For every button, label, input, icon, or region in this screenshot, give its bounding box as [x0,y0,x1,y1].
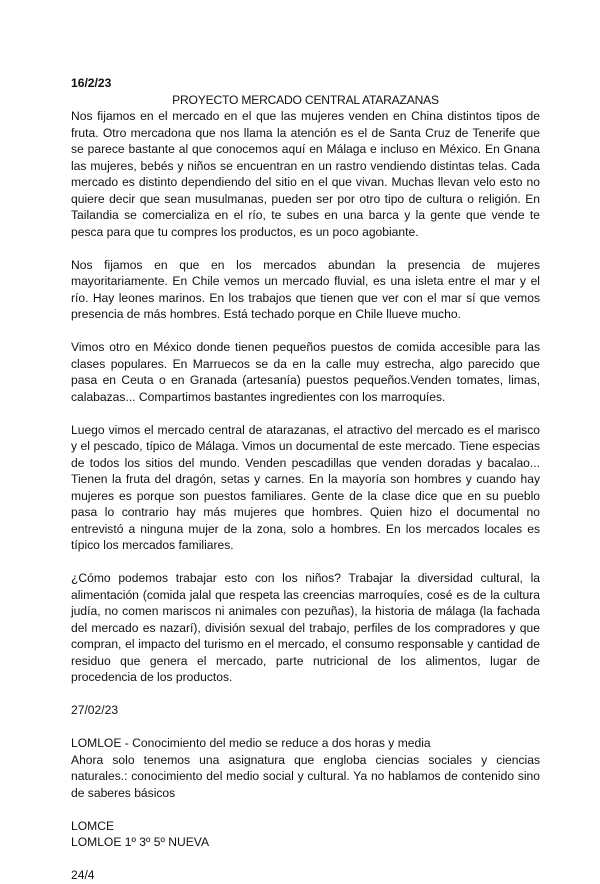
spacer [71,405,540,422]
lomloe-levels: LOMLOE 1º 3º 5º NUEVA [71,835,210,849]
date-heading-16-2-23: 16/2/23 [71,76,112,90]
date-heading-24-4: 24/4 [71,868,95,882]
spacer [71,719,540,736]
lomce-label: LOMCE [71,818,115,833]
paragraph-mexico-morocco: Vimos otro en México donde tienen pequeños puestos de comida accesible para las clases populares. En Marruecos se da en la calle muy estrecha, algo parecido que pasa en Ceuta o en Granada (artesanía) puestos pequeños.Venden tomates, limas, calabazas... Compartimos bastantes ingredientes con los marroquíes. [71,340,540,404]
paragraph-lomloe: Ahora solo tenemos una asignatura que engloba ciencias sociales y ciencias naturales.: conocimiento del medio social y cultural. Ya no hablamos de contenido sino de saberes básicos [71,752,540,800]
paragraph-chile-markets: Nos fijamos en que en los mercados abundan la presencia de mujeres mayoritariamente. En Chile vemos un mercado fluvial, es una isleta entre el mar y el río. Hay leones marinos. En los trabajos que tienen que ver con el mar sí que vemos presencia de más hombres. Está techado porque en Chile llueve mucho. [71,257,540,321]
spacer [71,323,540,340]
document-page [71,75,540,884]
lomloe-heading: LOMLOE - Conocimiento del medio se reduce a dos horas y media [71,736,431,750]
document-title: PROYECTO MERCADO CENTRAL ATARAZANAS [172,92,439,107]
spacer [71,554,540,571]
spacer [71,686,540,703]
spacer [71,851,540,868]
paragraph-china-markets: Nos fijamos en el mercado en el que las mujeres venden en China distintos tipos de fruta. Otro mercadona que nos llama la atención es el de Santa Cruz de Tenerife que se parece bastante al que conocemos aquí en Málaga e incluso en México. En Gnana las mujeres, bebés y niños se encuentran en un rastro vendiendo distintas telas. Cada mercado es distinto dependiendo del sitio en el que vivan. Muchas llevan velo esto no quiere decir que sean musulmanas, pueden ser por otro tipo de cultura o religión. En Tailandia se comercializa en el río, te subes en una barca y la gente que vende te pesca para que tu compres los productos, es un poco agobiante. [71,109,540,239]
date-heading-27-02-23: 27/02/23 [71,703,119,717]
spacer [71,801,540,818]
paragraph-atarazanas: Luego vimos el mercado central de atarazanas, el atractivo del mercado es el marisco y el pescado, típico de Málaga. Vimos un documental de este mercado. Tiene especias de todos los sitios del mundo. Venden pescadillas que venden doradas y bacalao... Tienen la fruta del dragón, setas y carnes. En la mayoría son hombres y cuando hay mujeres es porque son puestos familiares. Gente de la clase dice que en su pueblo pasa lo contrario hay más mujeres que hombres. Quien hizo el documental no entrevistó a ninguna mujer de la zona, solo a hombres. En los mercados locales es típico los mercados familiares. [71,422,540,552]
paragraph-working-with-children: ¿Cómo podemos trabajar esto con los niños? Trabajar la diversidad cultural, la alimentación (comida jalal que respeta las creencias marroquíes, cosé es de la cultura judía, no comen mariscos ni animales con pezuñas), la historia de málaga (la fachada del mercado es nazarí), división sexual del trabajo, perfiles de los compradores y que compran, el impacto del turismo en el mercado, el consumo responsable y cantidad de residuo que genera el mercado, parte nutricional de los alimentos, lugar de procedencia de los productos. [71,571,540,684]
spacer [71,240,540,257]
